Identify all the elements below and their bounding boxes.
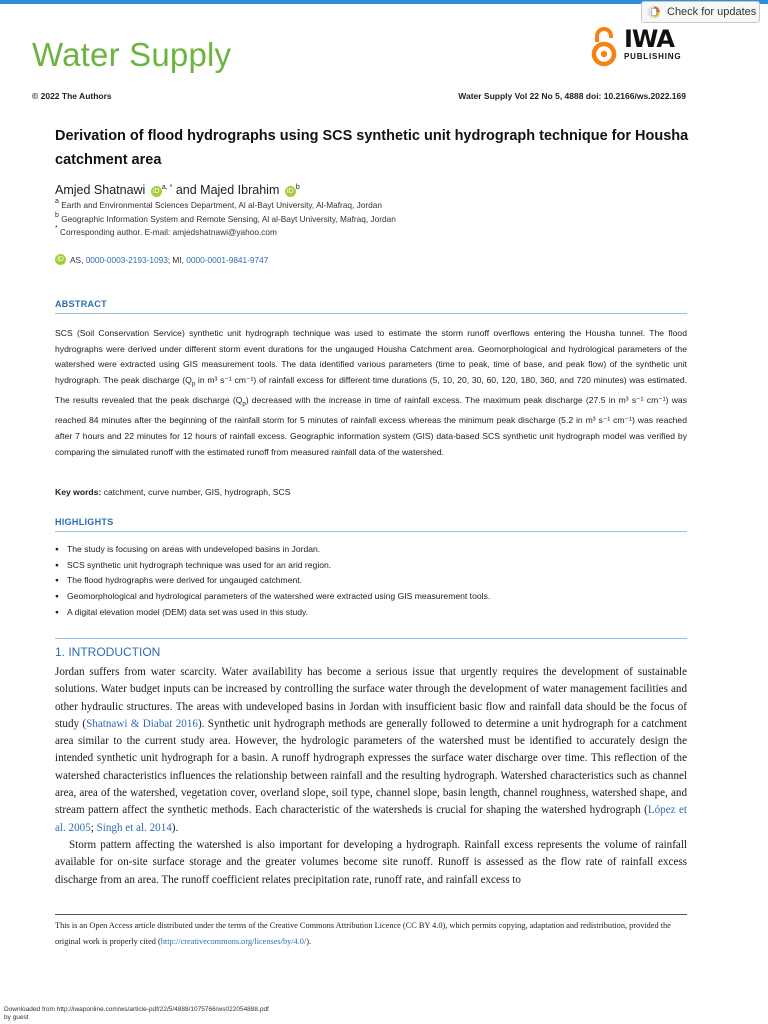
divider: [55, 638, 687, 639]
affiliation-superscript: a: [55, 198, 59, 205]
orcid-link[interactable]: 0000-0001-9841-9747: [186, 254, 269, 265]
divider: [55, 313, 687, 314]
list-item: ● A digital elevation model (DEM) data set was used in this study.: [55, 605, 687, 621]
orcid-icon[interactable]: iD: [285, 186, 296, 197]
text-segment: This is an Open Access article distributed under the terms of the Creative Commons Attribution Licence (CC BY 4.0), which permits copying, adaptation and redistribution, provided the original work is properly cited (: [55, 921, 671, 946]
download-by: by guest: [4, 1014, 29, 1021]
license-footnote: [55, 918, 687, 950]
citation-link[interactable]: Shatnawi & Diabat 2016: [86, 717, 198, 730]
abstract-segment: in m³ s⁻¹ cm⁻¹) of rainfall excess for different time durations (5, 10, 20, 30, 60, 120, 180, 360, and 720 minutes) was estimated. The results revealed that the peak discharge (Q: [55, 374, 687, 406]
authors: [55, 183, 300, 197]
affiliation-text: Geographic Information System and Remote Sensing, Al al-Bayt University, Mafraq, Jordan: [61, 214, 396, 224]
affiliation-text: Corresponding author. E-mail: amjedshatnawi@yahoo.com: [60, 227, 277, 237]
author-name: Amjed Shatnawi: [55, 183, 146, 197]
orcid-link[interactable]: 0000-0003-2193-1093: [85, 254, 168, 265]
list-item: ● SCS synthetic unit hydrograph technique was used for an arid region.: [55, 558, 687, 574]
check-for-updates-button[interactable]: [641, 1, 760, 23]
text-segment: ).: [306, 937, 312, 946]
highlights-list: [55, 542, 687, 621]
orcid-icon[interactable]: iD: [151, 186, 162, 197]
publisher-sub: PUBLISHING: [624, 52, 682, 61]
subscript: p: [191, 381, 196, 388]
section-heading: 1. INTRODUCTION: [55, 645, 161, 659]
article-title: Derivation of flood hydrographs using SCS synthetic unit hydrograph technique for Housha catchment area: [55, 128, 689, 168]
subscript: p: [242, 401, 246, 408]
publisher-logo: [624, 26, 688, 68]
author-conjunction: and: [175, 183, 197, 197]
author-name: Majed Ibrahim: [200, 183, 280, 197]
text-segment: Jordan suffers from water scarcity. Water availability has become a serious issue that urgently requires the development of sustainable solutions. Water budget inputs can be increased by controlling the surface water through the development of water management facilities and other hydraulic structures. The areas with undeveloped basins in Jordan with insufficient basic flow and rainfall data should be the focus of study (: [55, 666, 687, 730]
open-access-icon: [590, 24, 618, 68]
orcid-line: [55, 254, 268, 265]
citation-link[interactable]: López et al. 2005: [55, 804, 687, 834]
citation-link[interactable]: Singh et al. 2014: [96, 821, 172, 834]
text-segment: ). Synthetic unit hydrograph methods are generally followed to determine a unit hydrograph for a catchment area similar to the current study area. However, the hydrologic parameters of the watershed must be identified to accurately design the intended synthetic unit hydrograph for a basin. A runoff hydrograph expresses the surface water discharge over time. This reflection of the watershed characteristics influences the relationship between rainfall and the resulting hydrograph. Watershed characteristics such as channel area, area of the watershed, vegetation cover, overland slope, soil type, channel slope, basin length, channel roughness, watershed shape, and stream pattern affect the synthetic methods. Each characteristic of the watersheds is crucial for shaping the watershed hydrograph (: [55, 717, 688, 817]
abstract-segment: SCS (Soil Conservation Service) synthetic unit hydrograph technique was used to estimate the storm runoff overflows entering the Housha tunnel. The flood hydrographs were derived under different storm event durations for the ungauged Housha Catchment area. Geomorphological and hydrological parameters of the watershed were extracted using GIS measurement tools. The data identified various parameters (time to peak, time of base, and peak flow) of the synthetic unit hydrograph. The peak discharge (Q: [55, 328, 687, 385]
check-updates-label: Check for updates: [667, 6, 757, 18]
orcid-a-label: AS,: [70, 254, 84, 265]
affiliation: [55, 198, 382, 210]
affiliation-superscript: *: [55, 225, 58, 232]
abstract-text: [55, 326, 687, 460]
author-superscript: b: [295, 184, 300, 191]
publisher-mark: IWA: [624, 25, 674, 53]
text-segment: ;: [90, 821, 97, 834]
author-superscript: a, *: [161, 184, 173, 191]
license-link[interactable]: http://creativecommons.org/licenses/by/4.0/: [160, 937, 307, 946]
corresponding-author: [55, 225, 277, 237]
divider: [55, 531, 687, 532]
highlights-heading: HIGHLIGHTS: [55, 517, 114, 527]
journal-title: Water Supply: [32, 36, 232, 73]
list-item: ● The study is focusing on areas with undeveloped basins in Jordan.: [55, 542, 687, 558]
keywords: [55, 487, 290, 497]
download-notice: [4, 1006, 269, 1022]
keywords-text: catchment, curve number, GIS, hydrograph, SCS: [103, 487, 291, 497]
orcid-icon: iD: [55, 254, 66, 265]
affiliation: [55, 212, 396, 224]
affiliation-superscript: b: [55, 212, 59, 219]
paragraph: Storm pattern affecting the watershed is also important for developing a hydrograph. Rainfall excess represents the volume of rainfall available for on-site surface storage and the greater volumes become site runoff. Runoff is assessed as the flow rate of rainfall excess discharge from an area. The runoff coefficient relates precipitation rate, runoff rate, and rainfall excess to: [55, 838, 687, 886]
keywords-label: Key words:: [55, 487, 102, 497]
abstract-segment: ) decreased with the increase in time of rainfall excess. The maximum peak discharge (27.5 in m³ s⁻¹ cm⁻¹) was reached 84 minutes after the beginning of the rainfall storm for 5 minutes of rainfall excess whereas the minimum peak discharge (5.2 in m³ s⁻¹ cm⁻¹) was reached after 7 hours and 22 minutes for 12 hours of rainfall excess. Geographic information system (GIS) data-based SCS synthetic unit hydrograph model was verified by comparing the simulated runoff with the estimated runoff from measured rainfall data of the watershed.: [55, 395, 687, 457]
list-item: ● The flood hydrographs were derived for ungauged catchment.: [55, 573, 687, 589]
text-segment: ).: [171, 821, 179, 834]
affiliation-text: Earth and Environmental Sciences Department, Al al-Bayt University, Al-Mafraq, Jordan: [61, 200, 383, 210]
copyright: © 2022 The Authors: [32, 91, 112, 101]
citation: Water Supply Vol 22 No 5, 4888 doi: 10.2166/ws.2022.169: [458, 91, 686, 101]
body-text: [55, 664, 687, 889]
check-updates-icon: [647, 5, 661, 19]
paragraph: [55, 664, 687, 837]
list-item: ● Geomorphological and hydrological parameters of the watershed were extracted using GIS measurement tools.: [55, 589, 687, 605]
download-url: Downloaded from http://iwaponline.com/ws/article-pdf/22/5/4888/1075766/ws022054888.pdf: [4, 1006, 269, 1013]
footnote-divider: [55, 914, 687, 915]
orcid-separator: ; MI,: [167, 254, 184, 265]
abstract-heading: ABSTRACT: [55, 299, 107, 309]
